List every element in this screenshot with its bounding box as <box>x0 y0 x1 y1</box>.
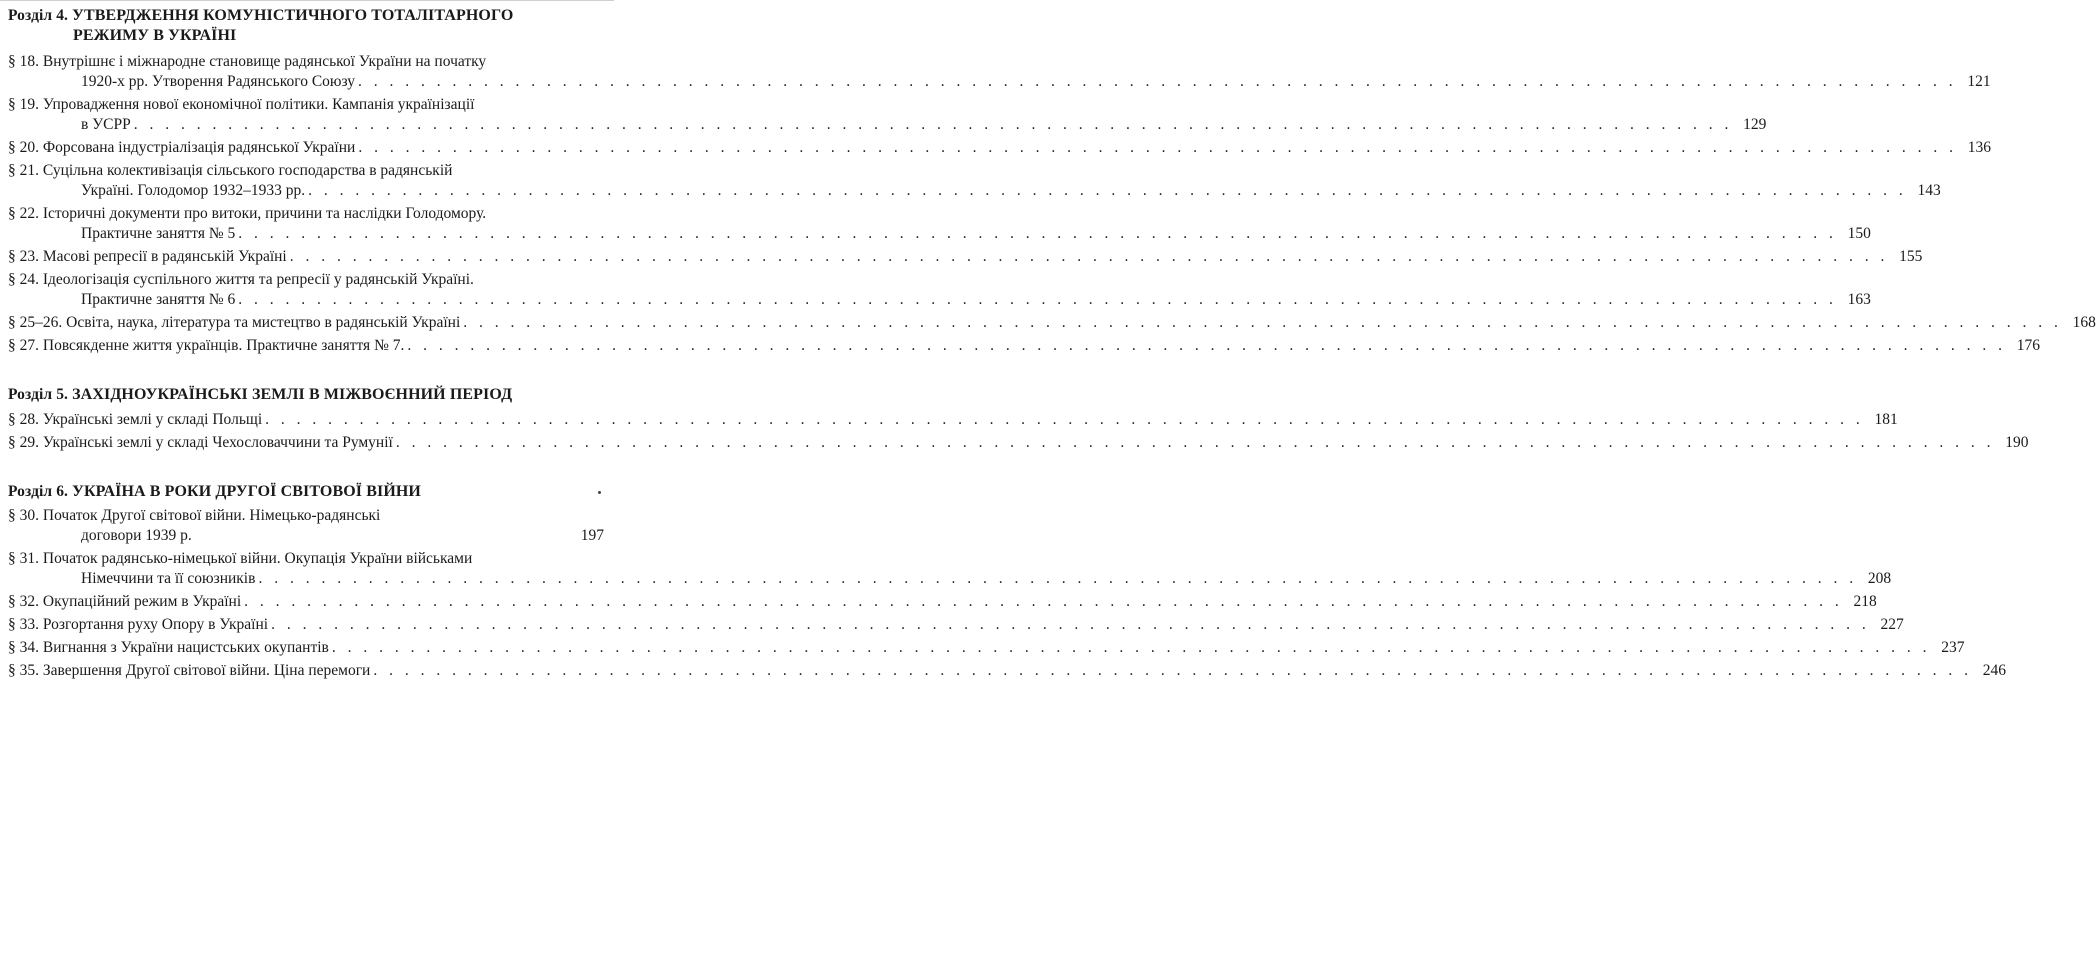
entry-title-line1: Повсякденне життя українців. Практичне заняття № 7. <box>42 337 405 354</box>
dot-leader <box>258 569 1857 589</box>
entry-title-line1: Початок радянсько-німецької війни. Окупація України військами <box>42 550 473 567</box>
entry-page-number: 176 <box>2016 337 2040 354</box>
entry-title-line2: в УСРР <box>81 116 131 133</box>
entry-number: § 18. <box>8 53 39 70</box>
entry-title-line1: Українські землі у складі Польщі <box>42 411 263 428</box>
dot-leader <box>463 313 2062 333</box>
section-number: Розділ 6. <box>8 483 69 500</box>
section-number: Розділ 4. <box>8 7 69 24</box>
toc-entry[interactable] <box>8 95 1767 135</box>
toc-entry[interactable] <box>8 592 1877 612</box>
section-heading <box>8 482 604 502</box>
dot-leader <box>290 247 1889 267</box>
dot-leader <box>271 615 1870 635</box>
entry-page-number: 163 <box>1847 291 1871 308</box>
toc-entry[interactable] <box>8 549 1892 589</box>
entry-title-line1: Освіта, наука, література та мистецтво в радянській Україні <box>66 314 461 331</box>
entry-title-line1: Масові репресії в радянській Україні <box>42 248 287 265</box>
entry-page-number: 121 <box>1967 73 1991 90</box>
entry-page-number: 227 <box>1880 616 1904 633</box>
entry-page-number: 168 <box>2072 314 2096 331</box>
entry-list <box>8 506 2006 681</box>
entry-number: § 30. <box>8 507 39 524</box>
dot-leader <box>244 592 1843 612</box>
entry-number: § 33. <box>8 616 39 633</box>
entry-page-number: 208 <box>1867 570 1892 587</box>
entry-page-number: 150 <box>1847 225 1871 242</box>
entry-number: § 35. <box>8 662 39 679</box>
entry-number: § 28. <box>8 411 39 428</box>
entry-page-number: 181 <box>1874 411 1898 428</box>
section-number: Розділ 5. <box>8 386 69 403</box>
entry-title-line1: Українські землі у складі Чехословаччини та Румунії <box>42 434 393 451</box>
entry-number: § 34. <box>8 639 39 656</box>
section-heading <box>8 6 604 46</box>
section-5 <box>8 385 2029 453</box>
entry-title-line1: Розгортання руху Опору в Україні <box>42 616 269 633</box>
entry-title-line1: Ідеологізація суспільного життя та репресії у радянській Україні. <box>42 271 474 288</box>
entry-number: § 23. <box>8 248 39 265</box>
entry-title-line1: Вигнання з України нацистських окупантів <box>42 639 329 656</box>
entry-page-number: 197 <box>580 527 604 544</box>
section-title-line2: РЕЖИМУ В УКРАЇНІ <box>73 27 237 44</box>
entry-number: § 31. <box>8 550 39 567</box>
dot-leader <box>407 336 2006 356</box>
entry-number: § 32. <box>8 593 39 610</box>
entry-title-line1: Окупаційний режим в Україні <box>42 593 242 610</box>
section-title-line1: УТВЕРДЖЕННЯ КОМУНІСТИЧНОГО ТОТАЛІТАРНОГО <box>72 7 514 24</box>
entry-title-line1: Завершення Другої світової війни. Ціна перемоги <box>42 662 371 679</box>
dot-leader <box>396 433 1995 453</box>
entry-number: § 27. <box>8 337 39 354</box>
entry-page-number: 246 <box>1982 662 2006 679</box>
entry-title-line1: Суцільна колективізація сільського господарства в радянській <box>42 162 453 179</box>
entry-number: § 25–26. <box>8 314 63 331</box>
toc-entry[interactable] <box>8 138 1991 158</box>
section-title-line1: ЗАХІДНОУКРАЇНСЬКІ ЗЕМЛІ В МІЖВОЄННИЙ ПЕРІОД <box>72 386 513 403</box>
entry-number: § 21. <box>8 162 39 179</box>
section-title-line1: УКРАЇНА В РОКИ ДРУГОЇ СВІТОВОЇ ВІЙНИ <box>72 483 421 500</box>
entry-title-line2: договори 1939 р. <box>81 527 192 544</box>
entry-page-number: 136 <box>1967 139 1991 156</box>
entry-list <box>8 52 2096 356</box>
toc-entry[interactable] <box>8 615 1904 635</box>
section-4 <box>8 6 2096 356</box>
toc-entry[interactable] <box>8 52 1991 92</box>
entry-title-line2: 1920-х рр. Утворення Радянського Союзу <box>81 73 356 90</box>
dot-leader <box>332 638 1931 658</box>
dot-leader <box>358 138 1957 158</box>
entry-title-line1: Історичні документи про витоки, причини та наслідки Голодомору. <box>42 205 487 222</box>
toc-entry[interactable] <box>8 433 2029 453</box>
entry-page-number: 190 <box>2005 434 2029 451</box>
entry-number: § 20. <box>8 139 39 156</box>
entry-number: § 29. <box>8 434 39 451</box>
dot-leader <box>308 181 1907 201</box>
top-edge-line <box>0 0 614 1</box>
entry-title-line2: Практичне заняття № 6 <box>81 291 236 308</box>
print-speck <box>598 491 601 494</box>
entry-page-number: 155 <box>1899 248 1923 265</box>
entry-title-line2: Німеччини та її союзників <box>81 570 256 587</box>
toc-entry[interactable] <box>8 506 604 546</box>
entry-page-number: 237 <box>1941 639 1965 656</box>
dot-leader <box>265 410 1864 430</box>
section-heading <box>8 385 604 405</box>
entry-title-line2: Практичне заняття № 5 <box>81 225 236 242</box>
toc-entry[interactable] <box>8 247 1923 267</box>
entry-list <box>8 410 2029 453</box>
dot-leader <box>358 72 1957 92</box>
entry-page-number: 143 <box>1917 182 1941 199</box>
section-6 <box>8 482 2006 681</box>
dot-leader <box>373 661 1972 681</box>
entry-title-line1: Форсована індустріалізація радянської України <box>42 139 356 156</box>
dot-leader <box>238 224 1837 244</box>
toc-entry[interactable] <box>8 336 2040 356</box>
entry-title-line2: Україні. Голодомор 1932–1933 рр. <box>81 182 306 199</box>
dot-leader <box>134 115 1733 135</box>
entry-title-line1: Початок Другої світової війни. Німецько-радянські <box>42 507 381 524</box>
entry-page-number: 129 <box>1743 116 1767 133</box>
toc-entry[interactable] <box>8 204 1871 244</box>
entry-title-line1: Внутрішнє і міжнародне становище радянської України на початку <box>42 53 487 70</box>
entry-number: § 19. <box>8 96 39 113</box>
entry-number: § 22. <box>8 205 39 222</box>
toc-entry[interactable] <box>8 270 1871 310</box>
entry-number: § 24. <box>8 271 39 288</box>
toc-entry[interactable] <box>8 661 2006 681</box>
toc-entry[interactable] <box>8 638 1965 658</box>
toc-entry[interactable] <box>8 410 1898 430</box>
entry-page-number: 218 <box>1853 593 1877 610</box>
toc-entry[interactable] <box>8 313 2096 333</box>
dot-leader <box>238 290 1837 310</box>
entry-title-line1: Упровадження нової економічної політики. Кампанія українізації <box>42 96 475 113</box>
toc-entry[interactable] <box>8 161 1941 201</box>
